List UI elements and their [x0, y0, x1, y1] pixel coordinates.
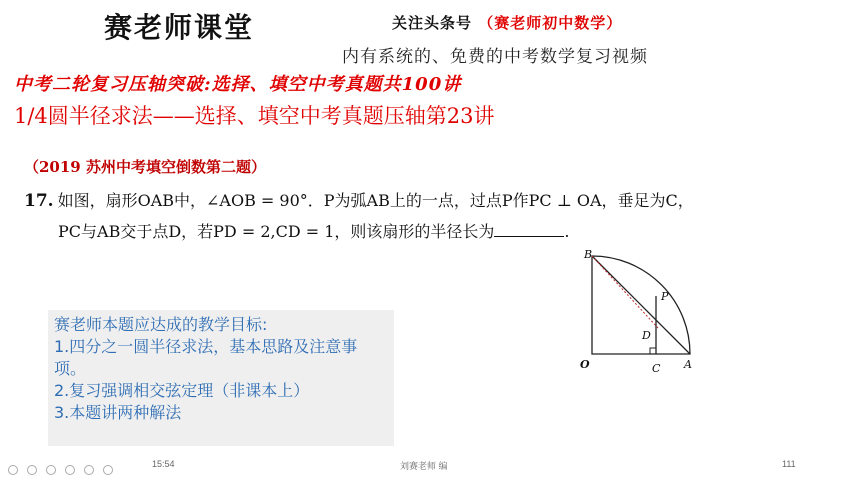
problem-text-1: 如图，扇形OAB中，∠AOB = 90°．P为弧AB上的一点，过点P作PC ⊥ OA，垂足为C， — [57, 191, 694, 210]
pen-icon[interactable] — [46, 465, 56, 475]
answer-blank — [494, 222, 564, 237]
label-o: O — [580, 358, 590, 371]
footer-time: 15:54 — [152, 459, 175, 469]
label-a: A — [684, 358, 692, 371]
prev-slide-icon[interactable] — [8, 465, 18, 475]
label-d: D — [642, 329, 651, 342]
next-slide-icon[interactable] — [27, 465, 37, 475]
slides-icon[interactable] — [65, 465, 75, 475]
label-p: P — [661, 290, 669, 303]
geometry-figure — [570, 248, 700, 378]
footer-author: 刘赛老师 编 — [400, 461, 448, 471]
label-c: C — [652, 362, 661, 375]
goals-title: 赛老师本题应达成的教学目标: — [54, 315, 268, 334]
label-b: B — [584, 248, 593, 261]
footer-page-number: 111 — [782, 459, 796, 469]
brand-title: 赛老师课堂 — [104, 11, 255, 44]
slideshow-toolbar — [8, 465, 113, 475]
series-title: 中考二轮复习压轴突破:选择、填空中考真题共100讲 — [14, 74, 462, 95]
problem-text-2: PC与AB交于点D，若PD = 2,CD = 1，则该扇形的半径长为 — [58, 222, 495, 241]
more-options-icon[interactable] — [103, 465, 113, 475]
problem-end: . — [564, 222, 570, 241]
goal-item: 3.本题讲两种解法 — [54, 403, 182, 422]
problem-source: （2019 苏州中考填空倒数第二题） — [24, 158, 266, 176]
right-angle-mark — [650, 348, 656, 354]
problem-line-2 — [58, 219, 570, 242]
lecture-title: 1/4圆半径求法——选择、填空中考真题压轴第23讲 — [14, 104, 495, 128]
problem-number: 17. — [24, 191, 54, 211]
teaching-goals-box — [48, 310, 394, 446]
follow-notice — [392, 12, 622, 33]
goal-item: 1.四分之一圆半径求法，基本思路及注意事项。 — [54, 337, 358, 378]
follow-account: （赛老师初中数学） — [478, 14, 623, 32]
follow-prefix: 关注头条号 — [392, 14, 473, 32]
problem-line-1 — [24, 188, 694, 211]
chord-ab — [592, 256, 690, 354]
promo-text: 内有系统的、免费的中考数学复习视频 — [342, 47, 648, 67]
goal-item: 2.复习强调相交弦定理（非课本上） — [54, 381, 310, 400]
zoom-icon[interactable] — [84, 465, 94, 475]
